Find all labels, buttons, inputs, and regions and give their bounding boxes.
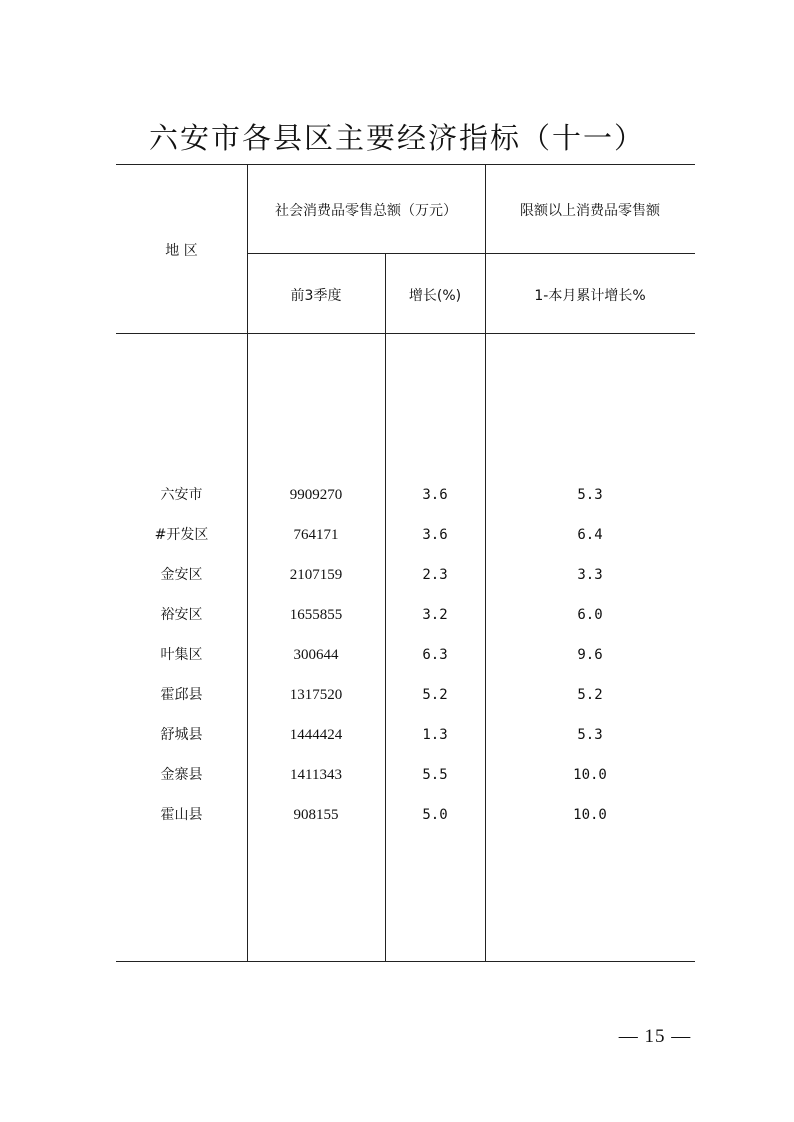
region-cell: 金寨县 xyxy=(160,767,203,783)
region-cell: #开发区 xyxy=(154,527,209,543)
q3-cell: 764171 xyxy=(293,527,339,543)
header-q3: 前3季度 xyxy=(290,288,342,304)
region-cell: 霍山县 xyxy=(160,807,203,823)
q3-cell: 2107159 xyxy=(289,567,343,583)
growth-cell: 3.2 xyxy=(422,607,448,623)
header-above-quota: 限额以上消费品零售额 xyxy=(520,203,660,219)
growth-cell: 5.0 xyxy=(422,807,448,823)
region-cell: 裕安区 xyxy=(160,607,203,623)
region-cell: 六安市 xyxy=(160,487,203,503)
header-retail-total: 社会消费品零售总额（万元） xyxy=(275,203,457,219)
cumulative-cell: 5.3 xyxy=(577,727,603,743)
region-cell: 叶集区 xyxy=(160,647,203,663)
growth-cell: 6.3 xyxy=(422,647,448,663)
growth-cell: 3.6 xyxy=(422,487,448,503)
q3-cell: 1411343 xyxy=(290,767,342,783)
cumulative-cell: 6.0 xyxy=(577,607,603,623)
cumulative-cell: 10.0 xyxy=(573,807,607,823)
cumulative-cell: 5.3 xyxy=(577,487,603,503)
q3-cell: 1655855 xyxy=(289,607,343,623)
cumulative-cell: 9.6 xyxy=(577,647,603,663)
q3-cell: 9909270 xyxy=(289,487,343,503)
cumulative-cell: 3.3 xyxy=(577,567,603,583)
region-cell: 霍邱县 xyxy=(160,687,203,703)
header-region: 地 区 xyxy=(165,243,198,259)
table-top-rule xyxy=(116,164,695,165)
cumulative-cell: 6.4 xyxy=(577,527,603,543)
column-divider-3 xyxy=(485,164,486,961)
header-cumulative-growth: 1-本月累计增长% xyxy=(534,288,646,304)
q3-cell: 908155 xyxy=(293,807,339,823)
q3-cell: 300644 xyxy=(293,647,339,663)
growth-cell: 1.3 xyxy=(422,727,448,743)
q3-cell: 1317520 xyxy=(289,687,343,703)
header-bottom-rule xyxy=(116,333,695,334)
region-cell: 金安区 xyxy=(160,567,203,583)
header-mid-rule xyxy=(247,253,695,254)
growth-cell: 3.6 xyxy=(422,527,448,543)
growth-cell: 5.2 xyxy=(422,687,448,703)
q3-cell: 1444424 xyxy=(289,727,343,743)
cumulative-cell: 5.2 xyxy=(577,687,603,703)
column-divider-1 xyxy=(247,164,248,961)
header-growth: 增长(%) xyxy=(408,288,462,304)
region-cell: 舒城县 xyxy=(160,727,203,743)
growth-cell: 5.5 xyxy=(422,767,448,783)
page-number: — 15 — xyxy=(618,1026,692,1047)
cumulative-cell: 10.0 xyxy=(573,767,607,783)
growth-cell: 2.3 xyxy=(422,567,448,583)
table-bottom-rule xyxy=(116,961,695,962)
page-title: 六安市各县区主要经济指标（十一） xyxy=(148,121,645,155)
